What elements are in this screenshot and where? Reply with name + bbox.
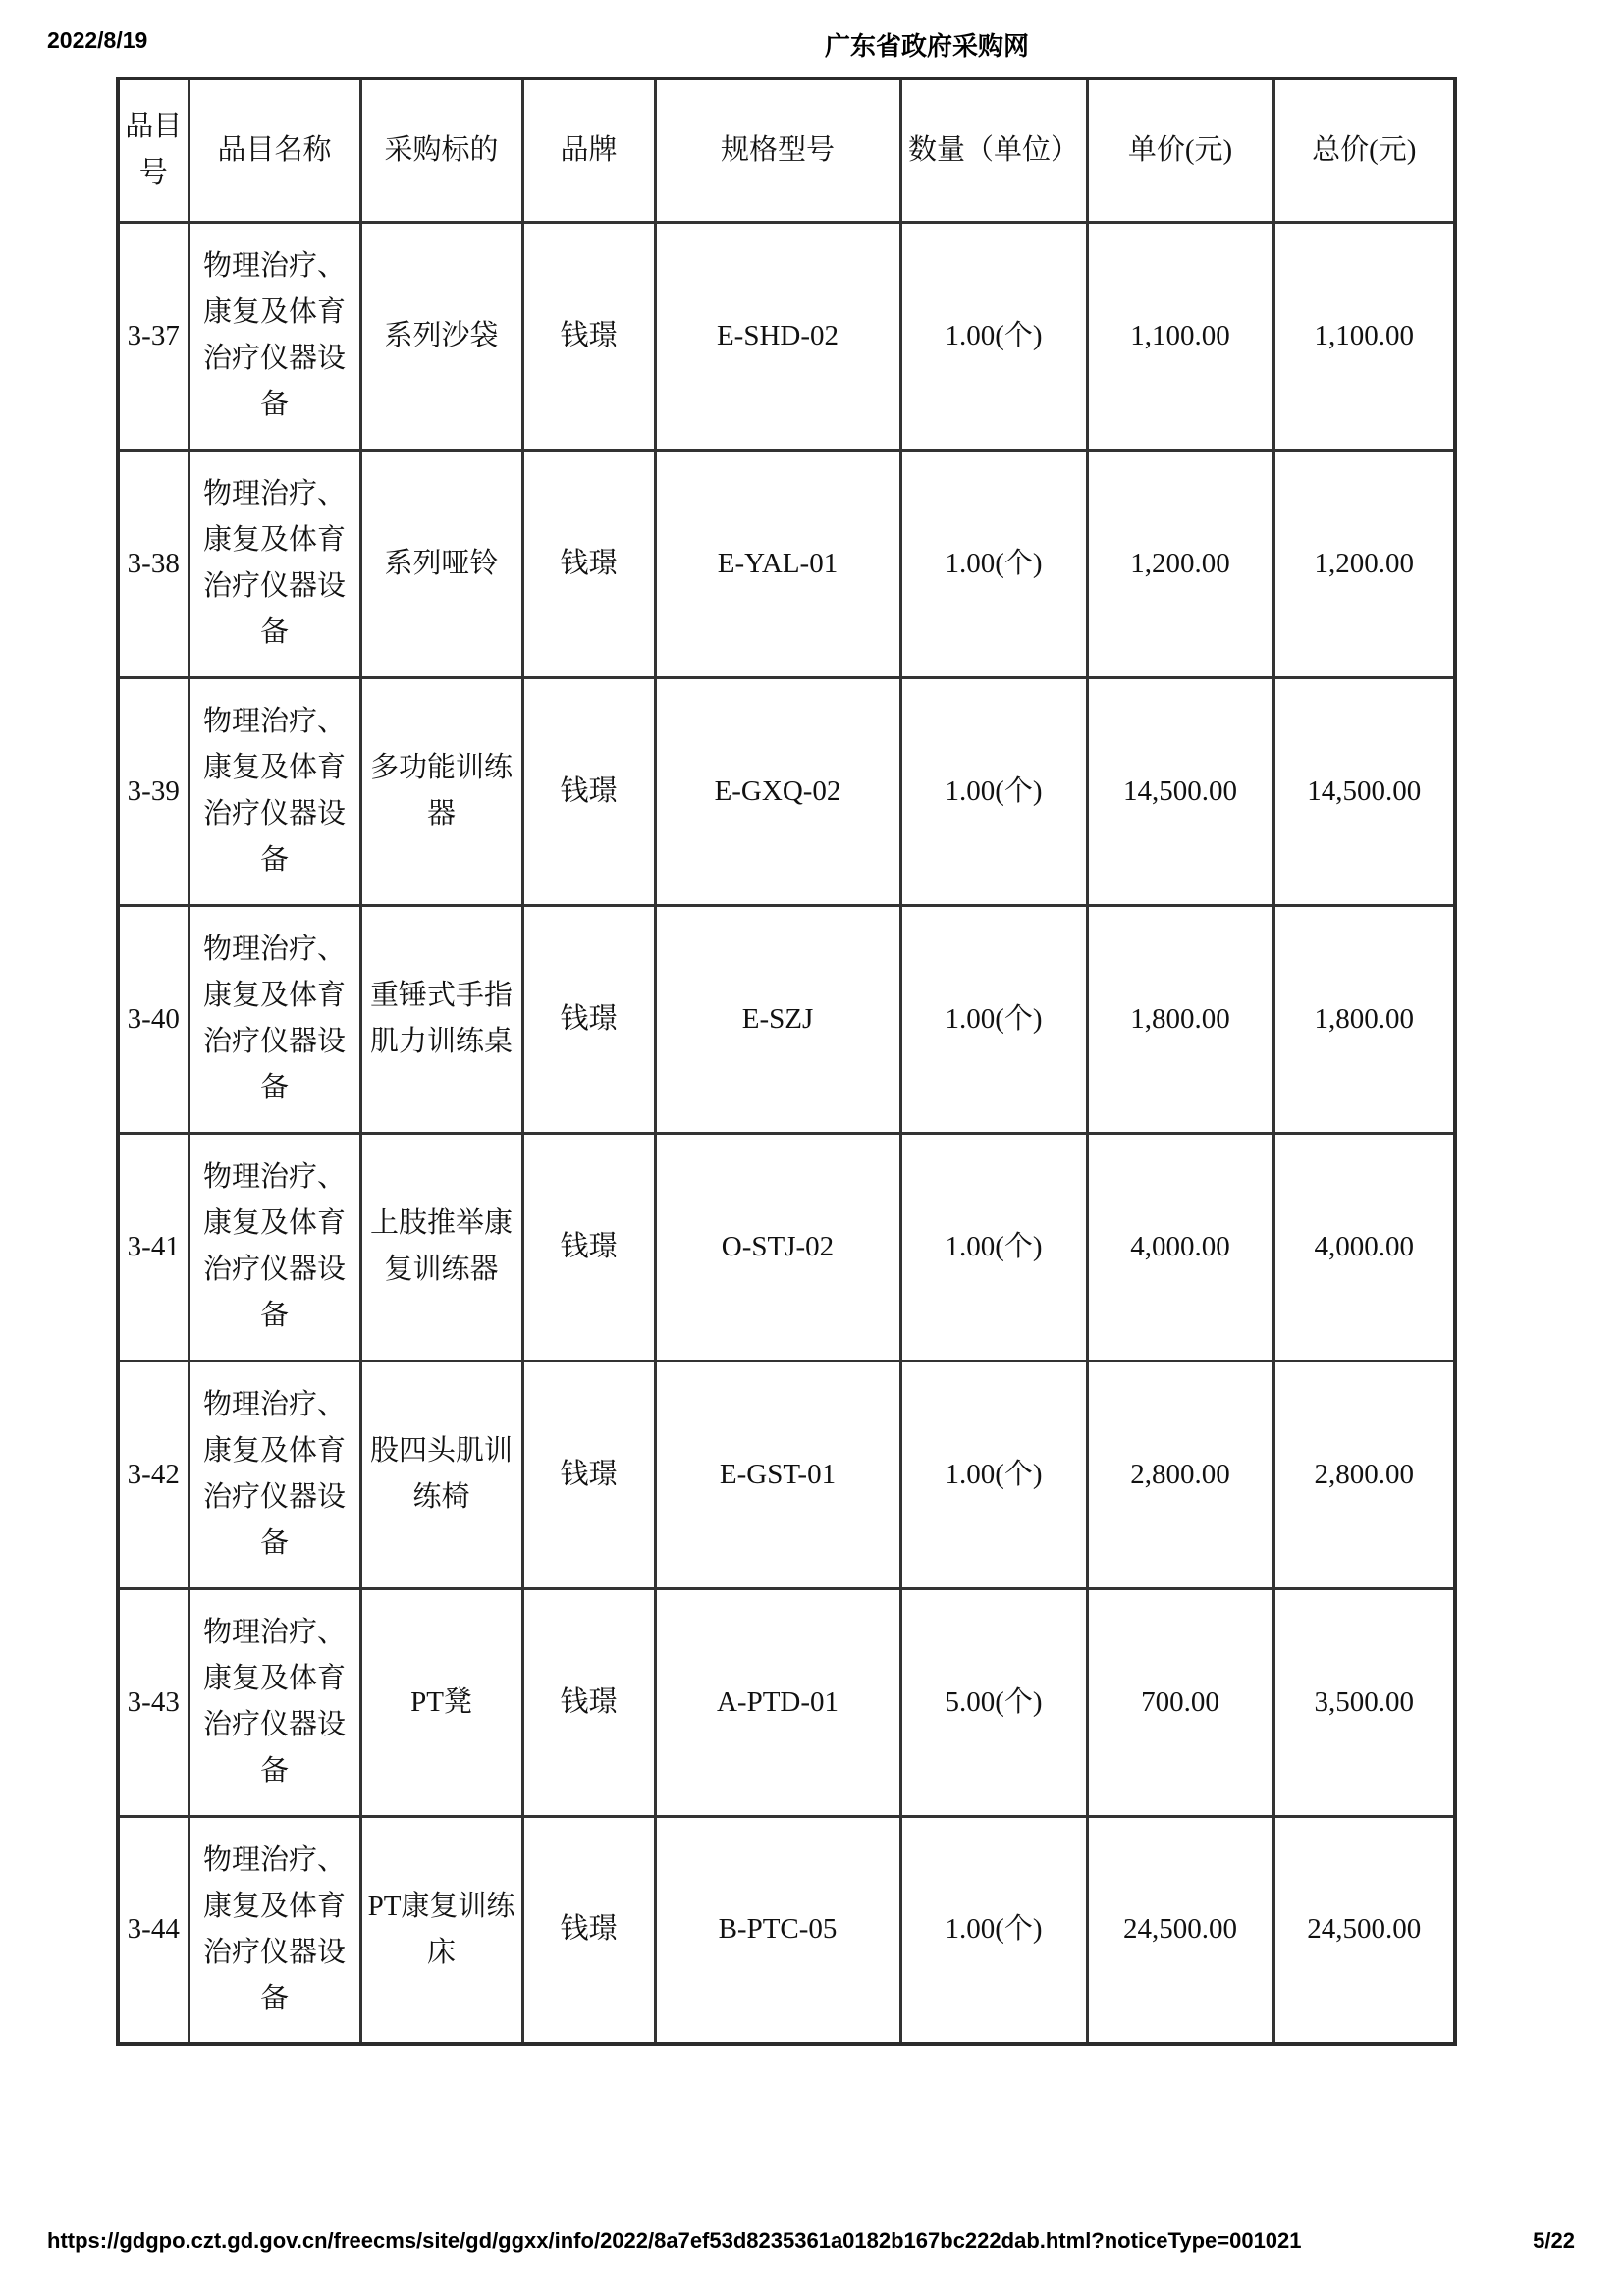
cell-quantity: 1.00(个) [900, 677, 1087, 905]
cell-unit-price: 1,800.00 [1087, 905, 1273, 1133]
table-header [118, 79, 1455, 222]
cell-total-price: 14,500.00 [1273, 677, 1455, 905]
cell-item-no: 3-43 [118, 1588, 189, 1816]
cell-target: 多功能训练器 [360, 677, 522, 905]
cell-item-no: 3-42 [118, 1361, 189, 1588]
cell-unit-price: 1,100.00 [1087, 222, 1273, 450]
cell-model: E-SHD-02 [655, 222, 900, 450]
cell-model: B-PTC-05 [655, 1816, 900, 2044]
cell-brand: 钱璟 [522, 677, 655, 905]
cell-item-name: 物理治疗、康复及体育治疗仪器设备 [189, 222, 360, 450]
cell-target: 重锤式手指肌力训练桌 [360, 905, 522, 1133]
table-row [118, 677, 1455, 905]
cell-target: 股四头肌训练椅 [360, 1361, 522, 1588]
print-date: 2022/8/19 [47, 27, 148, 53]
table-row [118, 1361, 1455, 1588]
cell-target: PT凳 [360, 1588, 522, 1816]
cell-item-name: 物理治疗、康复及体育治疗仪器设备 [189, 1133, 360, 1361]
cell-item-no: 3-40 [118, 905, 189, 1133]
cell-item-no: 3-44 [118, 1816, 189, 2044]
col-header-item-no: 品目号 [118, 79, 189, 222]
cell-item-name: 物理治疗、康复及体育治疗仪器设备 [189, 1588, 360, 1816]
cell-item-no: 3-39 [118, 677, 189, 905]
cell-unit-price: 14,500.00 [1087, 677, 1273, 905]
cell-model: E-SZJ [655, 905, 900, 1133]
cell-model: E-YAL-01 [655, 450, 900, 677]
cell-model: O-STJ-02 [655, 1133, 900, 1361]
cell-unit-price: 2,800.00 [1087, 1361, 1273, 1588]
cell-brand: 钱璟 [522, 1133, 655, 1361]
page-number: 5/22 [1533, 2228, 1575, 2253]
cell-target: 系列哑铃 [360, 450, 522, 677]
footer-url: https://gdgpo.czt.gd.gov.cn/freecms/site/gd/ggxx/info/2022/8a7ef53d8235361a0182b167bc222dab.html?noticeType=001021 [47, 2228, 1302, 2253]
cell-quantity: 1.00(个) [900, 222, 1087, 450]
cell-item-name: 物理治疗、康复及体育治疗仪器设备 [189, 1361, 360, 1588]
cell-brand: 钱璟 [522, 905, 655, 1133]
cell-total-price: 1,200.00 [1273, 450, 1455, 677]
cell-unit-price: 4,000.00 [1087, 1133, 1273, 1361]
table-body [118, 222, 1455, 2044]
cell-model: A-PTD-01 [655, 1588, 900, 1816]
procurement-table [116, 77, 1457, 2046]
cell-total-price: 1,800.00 [1273, 905, 1455, 1133]
header-row [118, 79, 1455, 222]
col-header-target: 采购标的 [360, 79, 522, 222]
table-row [118, 1816, 1455, 2044]
cell-quantity: 1.00(个) [900, 905, 1087, 1133]
table-row [118, 222, 1455, 450]
table-row [118, 450, 1455, 677]
cell-model: E-GXQ-02 [655, 677, 900, 905]
cell-quantity: 1.00(个) [900, 450, 1087, 677]
cell-total-price: 2,800.00 [1273, 1361, 1455, 1588]
cell-quantity: 1.00(个) [900, 1361, 1087, 1588]
cell-quantity: 5.00(个) [900, 1588, 1087, 1816]
cell-model: E-GST-01 [655, 1361, 900, 1588]
cell-quantity: 1.00(个) [900, 1816, 1087, 2044]
cell-item-name: 物理治疗、康复及体育治疗仪器设备 [189, 677, 360, 905]
cell-item-no: 3-41 [118, 1133, 189, 1361]
col-header-item-name: 品目名称 [189, 79, 360, 222]
cell-target: 系列沙袋 [360, 222, 522, 450]
table-row [118, 1133, 1455, 1361]
cell-brand: 钱璟 [522, 1361, 655, 1588]
cell-brand: 钱璟 [522, 222, 655, 450]
cell-total-price: 4,000.00 [1273, 1133, 1455, 1361]
cell-unit-price: 700.00 [1087, 1588, 1273, 1816]
col-header-brand: 品牌 [522, 79, 655, 222]
table-row [118, 1588, 1455, 1816]
cell-unit-price: 1,200.00 [1087, 450, 1273, 677]
col-header-quantity: 数量（单位） [900, 79, 1087, 222]
cell-brand: 钱璟 [522, 1816, 655, 2044]
cell-item-name: 物理治疗、康复及体育治疗仪器设备 [189, 1816, 360, 2044]
cell-quantity: 1.00(个) [900, 1133, 1087, 1361]
cell-brand: 钱璟 [522, 1588, 655, 1816]
cell-total-price: 24,500.00 [1273, 1816, 1455, 2044]
table-row [118, 905, 1455, 1133]
cell-target: PT康复训练床 [360, 1816, 522, 2044]
cell-target: 上肢推举康复训练器 [360, 1133, 522, 1361]
cell-total-price: 1,100.00 [1273, 222, 1455, 450]
site-title: 广东省政府采购网 [825, 31, 1030, 61]
cell-item-name: 物理治疗、康复及体育治疗仪器设备 [189, 905, 360, 1133]
col-header-total-price: 总价(元) [1273, 79, 1455, 222]
col-header-unit-price: 单价(元) [1087, 79, 1273, 222]
cell-item-no: 3-38 [118, 450, 189, 677]
cell-total-price: 3,500.00 [1273, 1588, 1455, 1816]
cell-item-no: 3-37 [118, 222, 189, 450]
cell-brand: 钱璟 [522, 450, 655, 677]
cell-unit-price: 24,500.00 [1087, 1816, 1273, 2044]
col-header-model: 规格型号 [655, 79, 900, 222]
cell-item-name: 物理治疗、康复及体育治疗仪器设备 [189, 450, 360, 677]
